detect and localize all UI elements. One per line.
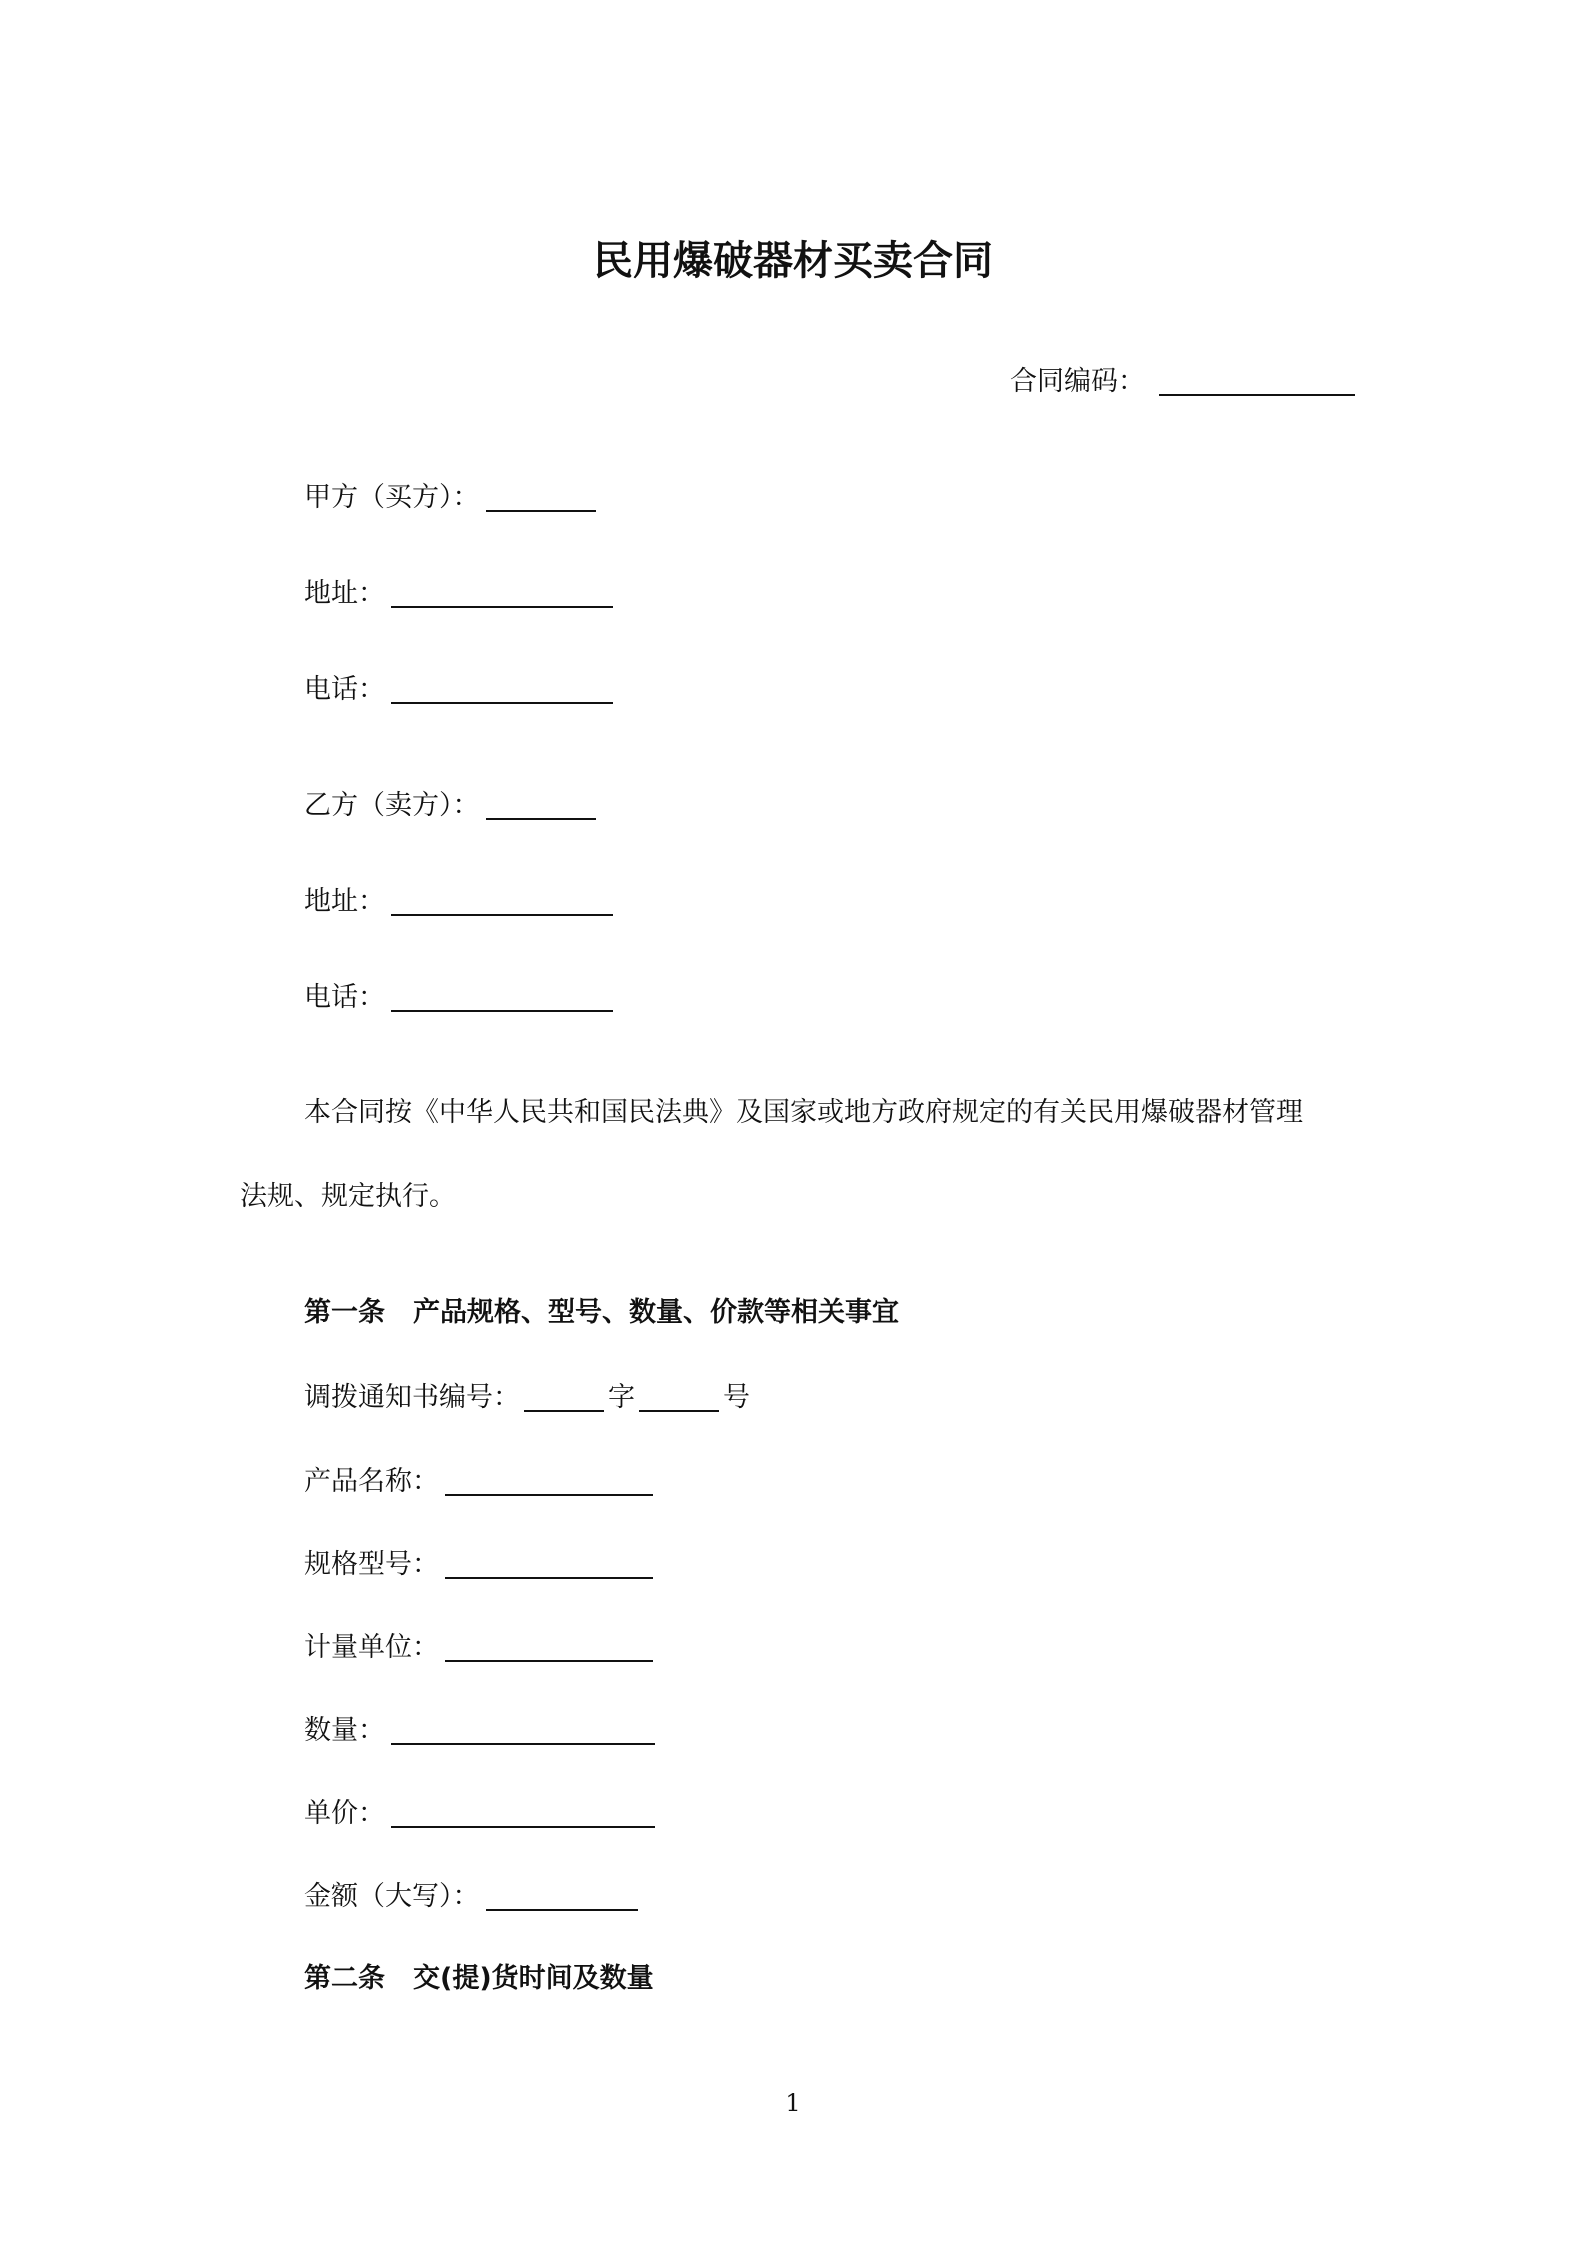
party-b-address-field[interactable] [391, 884, 613, 916]
party-a-phone-label: 电话： [304, 674, 385, 705]
preamble-line-2: 法规、规定执行。 [240, 1181, 456, 1212]
unit-label: 计量单位： [304, 1632, 439, 1663]
price-field[interactable] [391, 1796, 655, 1828]
party-a-address-field[interactable] [391, 576, 613, 608]
party-a-phone-row [304, 672, 613, 707]
party-b-name-label: 乙方（卖方）： [304, 790, 480, 821]
quantity-row [304, 1713, 655, 1748]
unit-field[interactable] [445, 1630, 653, 1662]
party-a-address-label: 地址： [304, 578, 385, 609]
quantity-label: 数量： [304, 1715, 385, 1746]
notice-end-text: 号 [723, 1382, 750, 1413]
party-b-name-field[interactable] [486, 788, 596, 820]
document-title: 民用爆破器材买卖合同 [593, 238, 993, 284]
party-a-address-row [304, 576, 613, 611]
contract-no-field[interactable] [1159, 364, 1355, 396]
article-1-heading-row [304, 1296, 899, 1330]
article-1-heading: 产品规格、型号、数量、价款等相关事宜 [413, 1297, 899, 1328]
quantity-field[interactable] [391, 1713, 655, 1745]
contract-no-row [1010, 364, 1355, 399]
notice-number-field[interactable] [639, 1380, 719, 1412]
product-name-label: 产品名称： [304, 1466, 439, 1497]
preamble-line-1: 本合同按《中华人民共和国民法典》及国家或地方政府规定的有关民用爆破器材管理 [304, 1097, 1303, 1128]
page-number: 1 [785, 2089, 801, 2117]
party-b-phone-label: 电话： [304, 982, 385, 1013]
notice-number-label: 调拨通知书编号： [304, 1382, 520, 1413]
party-b-address-row [304, 884, 613, 919]
party-b-name-row [304, 788, 596, 823]
party-a-name-row [304, 480, 596, 515]
spec-row [304, 1547, 653, 1582]
amount-row [304, 1879, 638, 1914]
notice-number-row [304, 1380, 750, 1415]
party-a-name-field[interactable] [486, 480, 596, 512]
article-2-heading: 交(提)货时间及数量 [413, 1963, 654, 1994]
party-a-phone-field[interactable] [391, 672, 613, 704]
party-b-address-label: 地址： [304, 886, 385, 917]
notice-prefix-field[interactable] [524, 1380, 604, 1412]
article-1-number: 第一条 [304, 1297, 385, 1328]
notice-mid-text: 字 [608, 1382, 635, 1413]
party-b-phone-field[interactable] [391, 980, 613, 1012]
spec-field[interactable] [445, 1547, 653, 1579]
spec-label: 规格型号： [304, 1549, 439, 1580]
article-2-heading-row [304, 1962, 654, 1996]
party-a-name-label: 甲方（买方）： [304, 482, 480, 513]
product-name-field[interactable] [445, 1464, 653, 1496]
article-2-number: 第二条 [304, 1963, 385, 1994]
price-row [304, 1796, 655, 1831]
unit-row [304, 1630, 653, 1665]
amount-field[interactable] [486, 1879, 638, 1911]
party-b-phone-row [304, 980, 613, 1015]
price-label: 单价： [304, 1798, 385, 1829]
product-name-row [304, 1464, 653, 1499]
contract-no-label: 合同编码： [1010, 366, 1145, 397]
amount-label: 金额（大写）： [304, 1881, 480, 1912]
